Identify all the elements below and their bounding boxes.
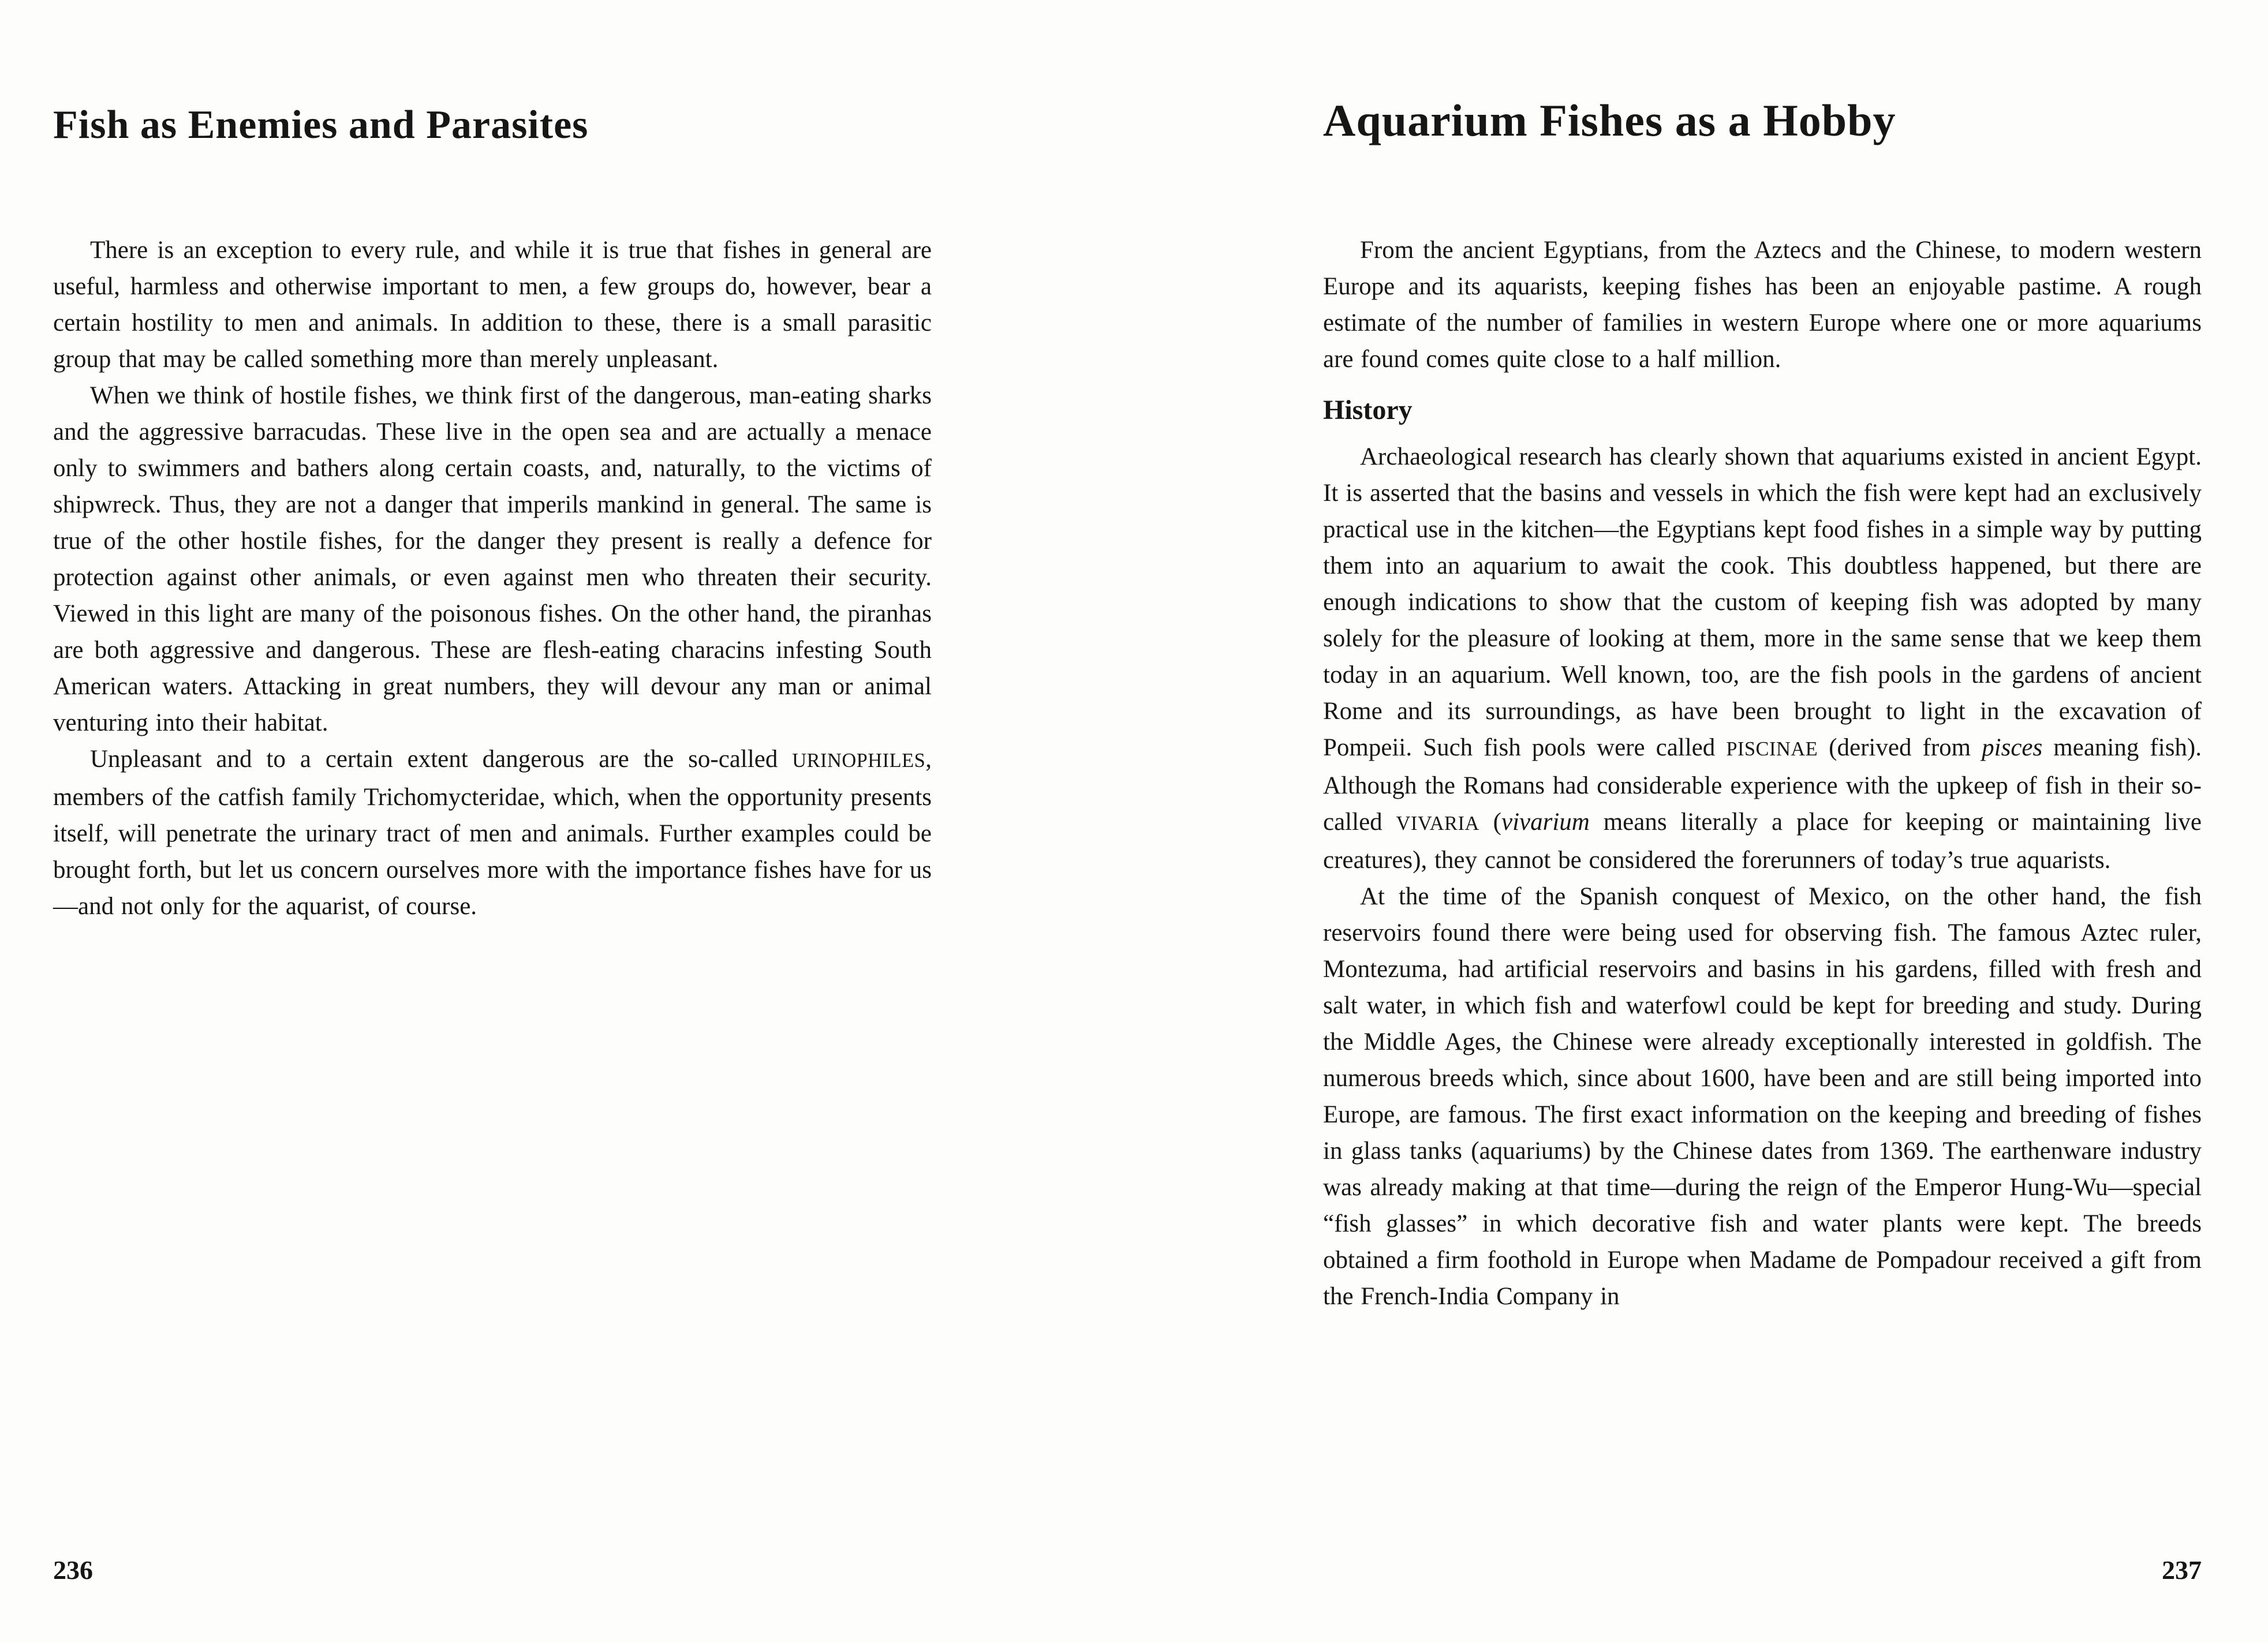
small-caps-term: PISCINAE	[1726, 738, 1818, 760]
history-section-body	[1323, 439, 2202, 1315]
right-page-title: Aquarium Fishes as a Hobby	[1323, 95, 1896, 146]
right-page-body	[1323, 232, 2202, 1315]
text-run: (derived from	[1818, 734, 1982, 761]
right-page-intro	[1323, 232, 2202, 377]
text-run: Archaeological research has clearly shown that aquariums existed in ancient Egypt. It is asserted that the basins and vessels in which the fish were kept had an exclusively practical use in the kitchen—the Egyptians kept food fishes in a simple way by putting them into an aquarium to await the cook. This doubtless happened, but there are enough indications to show that the custom of keeping fish was adopted by many solely for the pleasure of looking at them, more in the same sense that we keep them today in an aquarium. Well known, too, are the fish pools in the gardens of ancient Rome and its surroundings, as have been brought to light in the excavation of Pompeii. Such fish pools were called	[1323, 443, 2202, 761]
text-run: There is an exception to every rule, and while it is true that fishes in general are useful, harmless and otherwise important to men, a few groups do, however, bear a certain hostility to men and animals. In addition to these, there is a small parasitic group that may be called something more than merely unpleasant.	[53, 237, 932, 373]
text-run: At the time of the Spanish conquest of Mexico, on the other hand, the fish reservoirs found there were being used for observing fish. The famous Aztec ruler, Montezuma, had artificial reservoirs and basins in his gardens, filled with fresh and salt water, in which fish and waterfowl could be kept for breeding and study. During the Middle Ages, the Chinese were already exceptionally interested in goldfish. The numerous breeds which, since about 1600, have been and are still being imported into Europe, are famous. The first exact information on the keeping and breeding of fishes in glass tanks (aquariums) by the Chinese dates from 1369. The earthenware industry was already making at that time—during the reign of the Emperor Hung-Wu—special “fish glasses” in which decorative fish and water plants were kept. The breeds obtained a firm foothold in Europe when Madame de Pompadour received a gift from the French-India Company in	[1323, 883, 2202, 1310]
small-caps-term: URINOPHILES	[792, 750, 926, 772]
right-page	[1134, 0, 2268, 1643]
text-run: (	[1479, 809, 1501, 836]
history-section-heading: History	[1323, 395, 1413, 425]
italic-term: vivarium	[1501, 809, 1590, 836]
paragraph	[53, 232, 932, 377]
text-run: meaning fish). Although the Romans had considerable experience with the upkeep of fish in their so-called	[1323, 734, 2202, 836]
right-page-number: 237	[2162, 1555, 2202, 1585]
paragraph	[53, 377, 932, 741]
left-page-body	[53, 232, 932, 925]
paragraph	[53, 741, 932, 925]
text-run: , members of the catfish family Trichomycteridae, which, when the opportunity presents itself, will penetrate the urinary tract of men and animals. Further examples could be brought forth, but let us concern ourselves more with the importance fishes have for us—and not only for the aquarist, of course.	[53, 746, 932, 920]
text-run: Unpleasant and to a certain extent dangerous are the so-called	[90, 746, 793, 773]
text-run: When we think of hostile fishes, we think first of the dangerous, man-eating sharks and the aggressive barracudas. These live in the open sea and are actually a menace only to swimmers and bathers along certain coasts, and, naturally, to the victims of shipwreck. Thus, they are not a danger that imperils mankind in general. The same is true of the other hostile fishes, for the danger they present is really a defence for protection against other animals, or even against men who threaten their security. Viewed in this light are many of the poisonous fishes. On the other hand, the piranhas are both aggressive and dangerous. These are flesh-eating characins infesting South American waters. Attacking in great numbers, they will devour any man or animal venturing into their habitat.	[53, 382, 932, 736]
left-page-title: Fish as Enemies and Parasites	[53, 102, 589, 147]
text-run: means literally a place for keeping or maintaining live creatures), they cannot be considered the forerunners of today’s true aquarists.	[1323, 809, 2202, 874]
paragraph	[1323, 878, 2202, 1315]
small-caps-term: VIVARIA	[1396, 813, 1479, 834]
italic-term: pisces	[1982, 734, 2043, 761]
paragraph	[1323, 232, 2202, 377]
text-run: From the ancient Egyptians, from the Aztecs and the Chinese, to modern western Europe and its aquarists, keeping fishes has been an enjoyable pastime. A rough estimate of the number of families in western Europe where one or more aquariums are found comes quite close to a half million.	[1323, 237, 2202, 373]
paragraph	[1323, 439, 2202, 878]
left-page-number: 236	[53, 1555, 93, 1585]
